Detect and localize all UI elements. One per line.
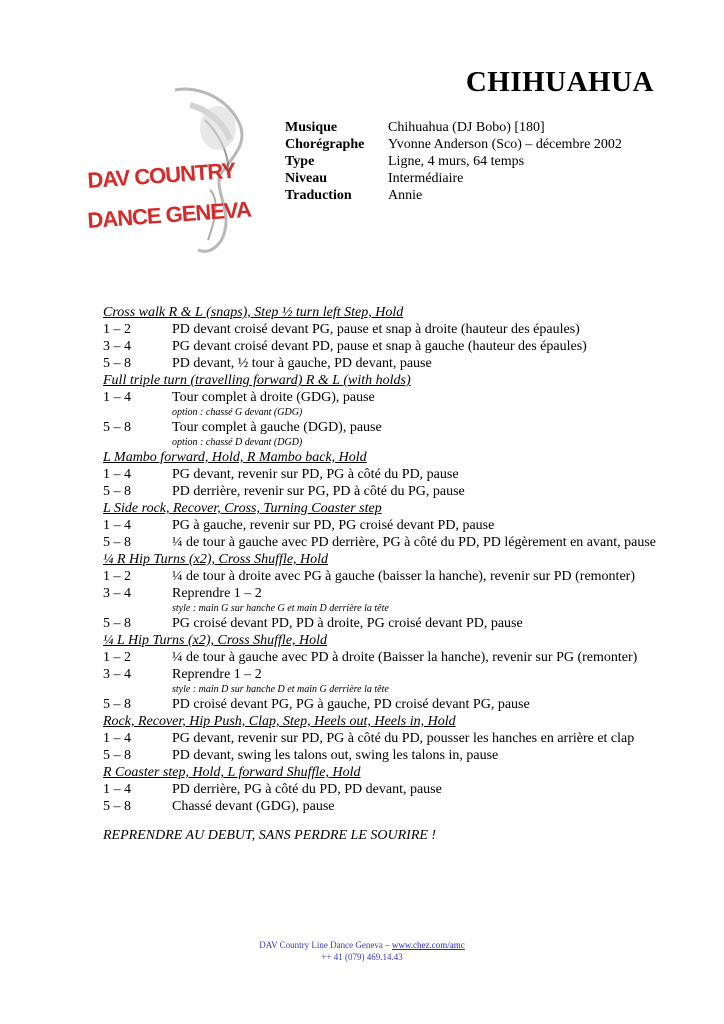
info-label: Traduction bbox=[285, 188, 352, 203]
footer-line1 bbox=[0, 939, 724, 951]
info-label: Niveau bbox=[285, 171, 327, 186]
step-row bbox=[103, 649, 703, 666]
info-value: Intermédiaire bbox=[388, 171, 464, 186]
step-count: 1 – 4 bbox=[103, 731, 131, 746]
step-text: PD croisé devant PG, PG à gauche, PD croisé devant PG, pause bbox=[172, 697, 530, 712]
step-text: PD devant, ½ tour à gauche, PD devant, pause bbox=[172, 356, 432, 371]
section-heading: ¼ R Hip Turns (x2), Cross Shuffle, Hold bbox=[103, 552, 329, 567]
step-row bbox=[103, 389, 703, 406]
step-text: Chassé devant (GDG), pause bbox=[172, 799, 335, 814]
info-label: Musique bbox=[285, 120, 338, 135]
step-text: PG devant, revenir sur PD, PG à côté du PD, pousser les hanches en arrière et clap bbox=[172, 731, 635, 746]
step-row bbox=[103, 419, 703, 436]
closing-note: REPRENDRE AU DEBUT, SANS PERDRE LE SOURIRE ! bbox=[103, 828, 437, 843]
step-row bbox=[103, 568, 703, 585]
step-row bbox=[103, 534, 703, 551]
step-row bbox=[103, 355, 703, 372]
step-count: 3 – 4 bbox=[103, 586, 131, 601]
step-row bbox=[103, 781, 703, 798]
step-count: 5 – 8 bbox=[103, 748, 131, 763]
step-text: ¼ de tour à droite avec PG à gauche (baisser la hanche), revenir sur PD (remonter) bbox=[172, 569, 635, 584]
step-text: PD derrière, PG à côté du PD, PD devant, pause bbox=[172, 782, 442, 797]
section-heading: L Side rock, Recover, Cross, Turning Coaster step bbox=[103, 501, 382, 516]
step-text: PD devant croisé devant PG, pause et snap à droite (hauteur des épaules) bbox=[172, 322, 580, 337]
step-count: 1 – 4 bbox=[103, 782, 131, 797]
step-text: Tour complet à droite (GDG), pause bbox=[172, 390, 375, 405]
step-text: PD derrière, revenir sur PG, PD à côté du PG, pause bbox=[172, 484, 465, 499]
step-row bbox=[103, 321, 703, 338]
step-row bbox=[103, 615, 703, 632]
info-label: Chorégraphe bbox=[285, 137, 365, 152]
footer-org: DAV Country Line Dance Geneva – bbox=[259, 940, 392, 950]
step-row bbox=[103, 466, 703, 483]
step-text: PG devant croisé devant PD, pause et snap à gauche (hauteur des épaules) bbox=[172, 339, 587, 354]
footer-link[interactable]: www.chez.com/amc bbox=[391, 940, 465, 950]
step-row bbox=[103, 696, 703, 713]
step-row bbox=[103, 517, 703, 534]
step-count: 1 – 4 bbox=[103, 390, 131, 405]
logo-graphic bbox=[80, 80, 260, 260]
info-label: Type bbox=[285, 154, 315, 169]
step-count: 1 – 2 bbox=[103, 569, 131, 584]
step-count: 5 – 8 bbox=[103, 535, 131, 550]
info-row bbox=[285, 170, 622, 187]
step-text: PG à gauche, revenir sur PD, PG croisé devant PD, pause bbox=[172, 518, 495, 533]
step-note: style : main D sur hanche D et main G derrière la tête bbox=[172, 684, 389, 695]
step-count: 5 – 8 bbox=[103, 616, 131, 631]
step-count: 5 – 8 bbox=[103, 484, 131, 499]
step-count: 1 – 2 bbox=[103, 650, 131, 665]
info-row bbox=[285, 119, 622, 136]
step-count: 5 – 8 bbox=[103, 697, 131, 712]
info-row bbox=[285, 187, 622, 204]
step-count: 3 – 4 bbox=[103, 667, 131, 682]
step-text: ¼ de tour à gauche avec PD derrière, PG à côté du PD, PD légèrement en avant, pause bbox=[172, 535, 656, 550]
step-count: 5 – 8 bbox=[103, 420, 131, 435]
info-row bbox=[285, 136, 622, 153]
step-text: PG croisé devant PD, PD à droite, PG croisé devant PD, pause bbox=[172, 616, 523, 631]
step-text: PD devant, swing les talons out, swing les talons in, pause bbox=[172, 748, 499, 763]
section-heading: Cross walk R & L (snaps), Step ½ turn left Step, Hold bbox=[103, 305, 404, 320]
step-count: 1 – 4 bbox=[103, 518, 131, 533]
section-heading: ¼ L Hip Turns (x2), Cross Shuffle, Hold bbox=[103, 633, 328, 648]
step-text: ¼ de tour à gauche avec PD à droite (Baisser la hanche), revenir sur PG (remonter) bbox=[172, 650, 638, 665]
info-value: Yvonne Anderson (Sco) – décembre 2002 bbox=[388, 137, 622, 152]
step-row bbox=[103, 747, 703, 764]
step-count: 3 – 4 bbox=[103, 339, 131, 354]
step-count: 1 – 4 bbox=[103, 467, 131, 482]
dance-info bbox=[285, 119, 622, 204]
section-heading: L Mambo forward, Hold, R Mambo back, Hold bbox=[103, 450, 367, 465]
step-count: 1 – 2 bbox=[103, 322, 131, 337]
section-heading: Full triple turn (travelling forward) R & L (with holds) bbox=[103, 373, 411, 388]
section-heading: R Coaster step, Hold, L forward Shuffle, Hold bbox=[103, 765, 361, 780]
step-row bbox=[103, 666, 703, 683]
step-note: style : main G sur hanche G et main D derrière la tête bbox=[172, 603, 389, 614]
step-row bbox=[103, 338, 703, 355]
step-sheet bbox=[103, 304, 703, 815]
step-row bbox=[103, 730, 703, 747]
page-title: CHIHUAHUA bbox=[465, 66, 654, 98]
logo-text-line1: DAV COUNTRY bbox=[86, 157, 236, 193]
step-row bbox=[103, 585, 703, 602]
step-count: 5 – 8 bbox=[103, 356, 131, 371]
info-value: Ligne, 4 murs, 64 temps bbox=[388, 154, 525, 169]
step-note: option : chassé D devant (DGD) bbox=[172, 437, 303, 448]
section-heading: Rock, Recover, Hip Push, Clap, Step, Heels out, Heels in, Hold bbox=[103, 714, 456, 729]
step-row bbox=[103, 798, 703, 815]
logo-text-line2: DANCE GENEVA bbox=[86, 196, 252, 233]
step-note: option : chassé G devant (GDG) bbox=[172, 407, 303, 418]
step-text: Reprendre 1 – 2 bbox=[172, 586, 262, 601]
step-text: PG devant, revenir sur PD, PG à côté du PD, pause bbox=[172, 467, 459, 482]
info-row bbox=[285, 153, 622, 170]
step-row bbox=[103, 483, 703, 500]
info-value: Annie bbox=[388, 188, 423, 203]
info-value: Chihuahua (DJ Bobo) [180] bbox=[388, 120, 545, 135]
club-logo bbox=[80, 80, 260, 260]
step-count: 5 – 8 bbox=[103, 799, 131, 814]
step-text: Tour complet à gauche (DGD), pause bbox=[172, 420, 382, 435]
step-text: Reprendre 1 – 2 bbox=[172, 667, 262, 682]
page-footer bbox=[0, 939, 724, 963]
footer-phone: ++ 41 (079) 469.14.43 bbox=[321, 952, 403, 962]
